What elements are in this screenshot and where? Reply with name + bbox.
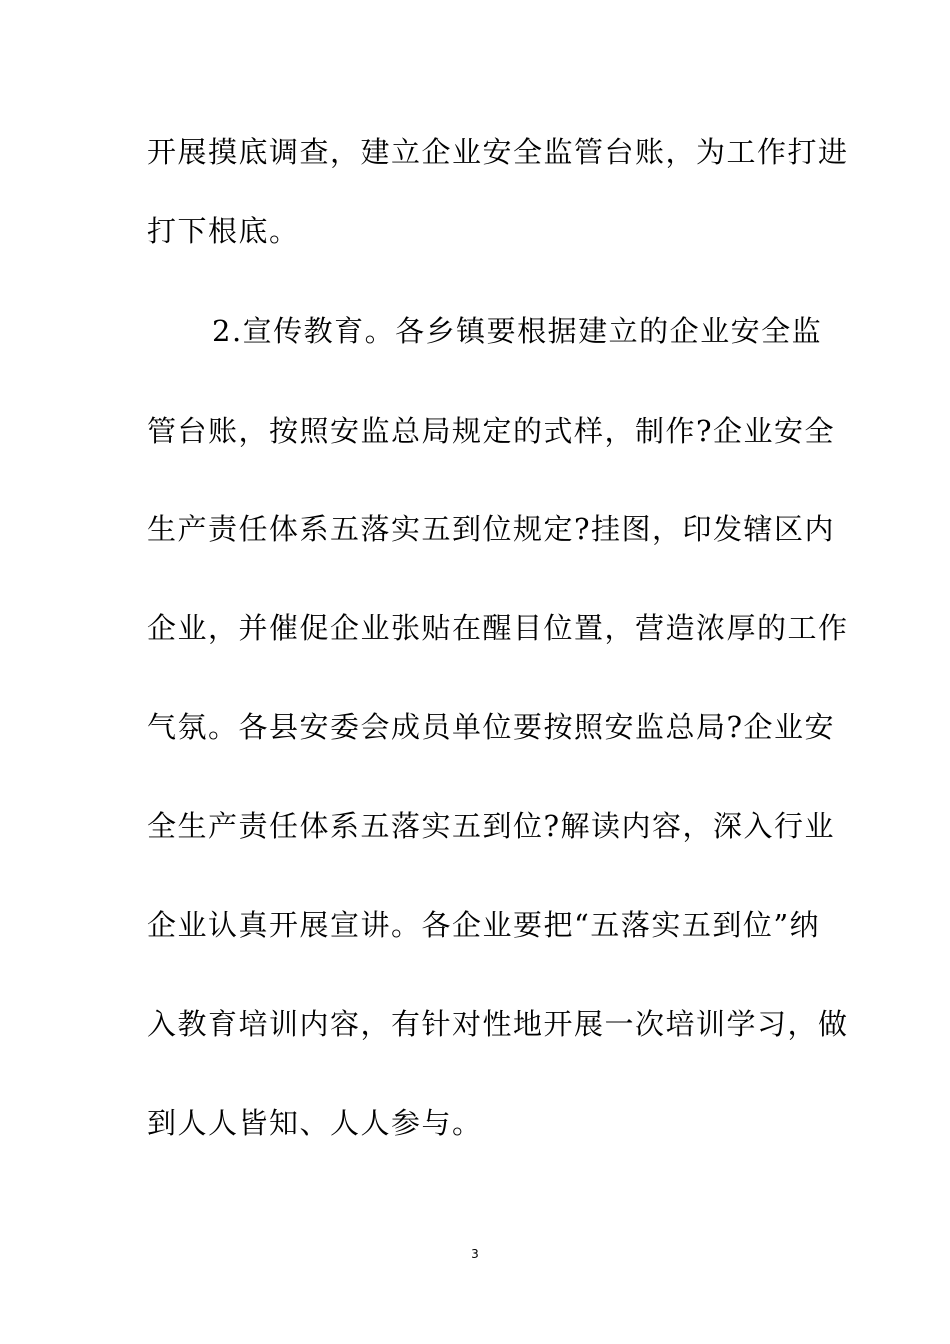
text-line-7: 气氛。各县安委会成员单位要按照安监总局?企业安	[147, 710, 836, 744]
page-number: 3	[471, 1247, 479, 1261]
text-line-1: 开展摸底调查，建立企业安全监管台账，为工作打进	[147, 135, 849, 169]
text-line-11: 到人人皆知、人人参与。	[147, 1106, 483, 1140]
text-line-5: 生产责任体系五落实五到位规定?挂图，印发辖区内	[147, 512, 836, 546]
text-line-8: 全生产责任体系五落实五到位?解读内容，深入行业	[147, 809, 836, 843]
text-line-10: 入教育培训内容，有针对性地开展一次培训学习，做	[147, 1007, 849, 1041]
text-line-3-section-heading: 2.宣传教育。各乡镇要根据建立的企业安全监	[212, 314, 823, 348]
text-line-6: 企业，并催促企业张贴在醒目位置，营造浓厚的工作	[147, 611, 849, 645]
text-line-9: 企业认真开展宣讲。各企业要把“五落实五到位”纳	[147, 908, 821, 942]
text-line-4: 管台账，按照安监总局规定的式样，制作?企业安全	[147, 414, 836, 448]
text-line-2: 打下根底。	[147, 214, 300, 248]
